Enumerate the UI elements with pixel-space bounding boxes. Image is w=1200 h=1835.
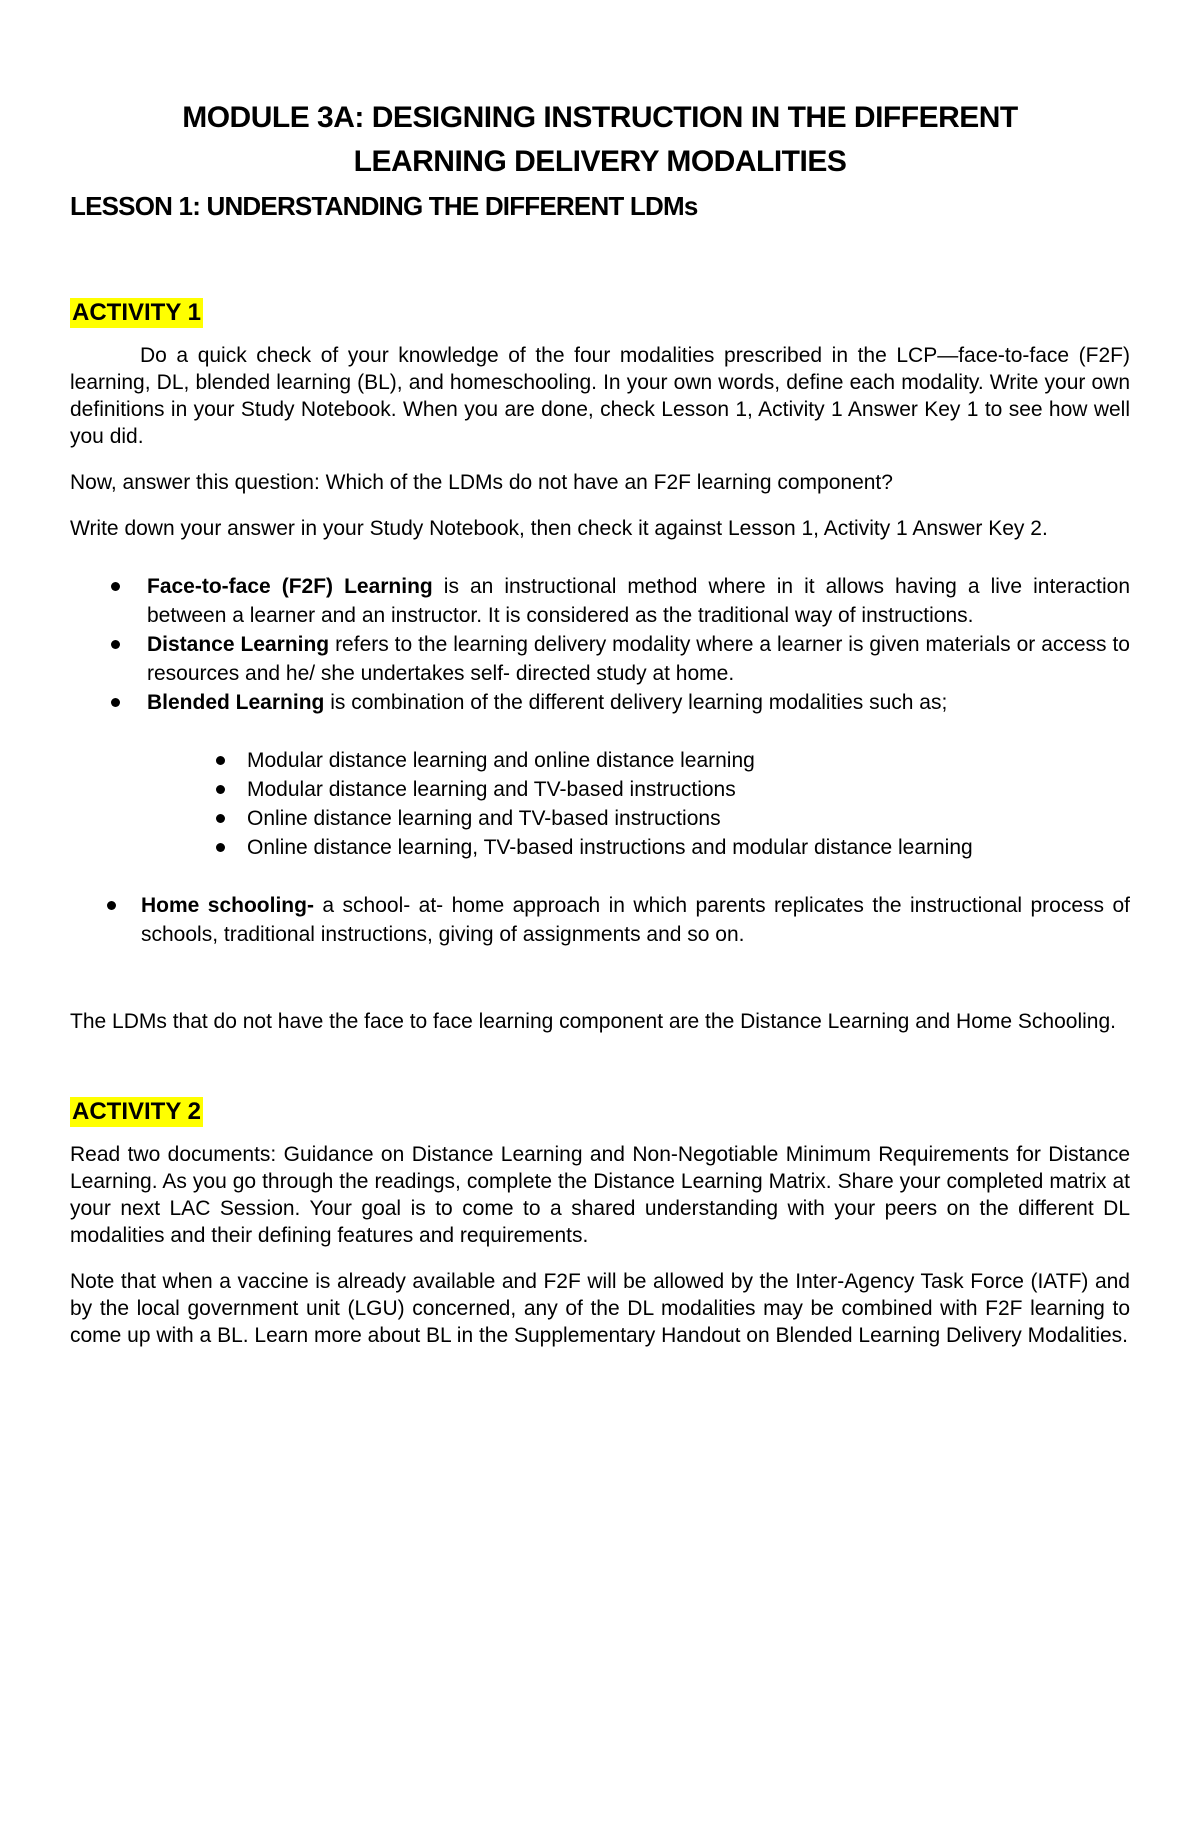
sublist-item-text: Modular distance learning and TV-based instructions <box>247 778 736 801</box>
sublist-item <box>70 775 1130 804</box>
list-item <box>70 630 1130 688</box>
sublist-item-text: Online distance learning and TV-based instructions <box>247 807 721 830</box>
list-item-term: Distance Learning <box>147 633 330 656</box>
list-item <box>70 891 1130 949</box>
list-item-term: Blended Learning <box>147 691 325 714</box>
activity2-heading: ACTIVITY 2 <box>72 1098 201 1125</box>
bullet-icon <box>107 901 116 910</box>
sublist-item <box>70 746 1130 775</box>
activity1-heading: ACTIVITY 1 <box>72 299 201 326</box>
activity1-instruction: Write down your answer in your Study Notebook, then check it against Lesson 1, Activity 1 Answer Key 2. <box>70 517 1048 540</box>
sublist-item-text: Online distance learning, TV-based instructions and modular distance learning <box>247 836 973 859</box>
sublist-item <box>70 804 1130 833</box>
modality-list <box>70 572 1130 717</box>
homeschool-list <box>70 891 1130 949</box>
activity2-paragraph1: Read two documents: Guidance on Distance Learning and Non-Negotiable Minimum Requirements for Distance Learning. As you go through the readings, complete the Distance Learning Matrix. Share your completed matrix at your next LAC Session. Your goal is to come to a shared understanding with your peers on the different DL modalities and their defining features and requirements. <box>70 1143 1130 1247</box>
module-title <box>70 0 1130 184</box>
list-item-text: refers to the learning delivery modality where a learner is given materials or access to resources and he/ she undertakes self- directed study at home. <box>147 633 1130 685</box>
sublist-item <box>70 833 1130 862</box>
list-item-text: a school- at- home approach in which parents replicates the instructional process of schools, traditional instructions, giving of assignments and so on. <box>141 894 1130 946</box>
list-item <box>70 572 1130 630</box>
blended-sublist <box>70 746 1130 862</box>
module-title-line2: LEARNING DELIVERY MODALITIES <box>353 145 847 178</box>
list-item-text: is an instructional method where in it allows having a live interaction between a learner and an instructor. It is considered as the traditional way of instructions. <box>147 575 1130 627</box>
activity2-paragraph2: Note that when a vaccine is already available and F2F will be allowed by the Inter-Agency Task Force (IATF) and by the local government unit (LGU) concerned, any of the DL modalities may be combined with F2F learning to come up with a BL. Learn more about BL in the Supplementary Handout on Blended Learning Delivery Modalities. <box>70 1270 1130 1347</box>
list-item <box>70 688 1130 717</box>
bullet-icon <box>111 698 120 707</box>
lesson-title: LESSON 1: UNDERSTANDING THE DIFFERENT LDMs <box>70 191 698 221</box>
list-item-term: Face-to-face (F2F) Learning <box>147 575 433 598</box>
activity1-question: Now, answer this question: Which of the LDMs do not have an F2F learning component? <box>70 471 893 494</box>
bullet-icon <box>216 785 225 794</box>
activity1-intro: Do a quick check of your knowledge of the four modalities prescribed in the LCP—face-to-face (F2F) learning, DL, blended learning (BL), and homeschooling. In your own words, define each modality. Write your own definitions in your Study Notebook. When you are done, check Lesson 1, Activity 1 Answer Key 1 to see how well you did. <box>70 344 1130 448</box>
sublist-item-text: Modular distance learning and online distance learning <box>247 749 755 772</box>
bullet-icon <box>111 582 120 591</box>
bullet-icon <box>111 640 120 649</box>
bullet-icon <box>216 814 225 823</box>
module-title-line1: MODULE 3A: DESIGNING INSTRUCTION IN THE DIFFERENT <box>182 101 1018 134</box>
bullet-icon <box>216 756 225 765</box>
bullet-icon <box>216 843 225 852</box>
list-item-term: Home schooling- <box>141 894 314 917</box>
activity1-answer: The LDMs that do not have the face to face learning component are the Distance Learning and Home Schooling. <box>70 1010 1116 1033</box>
list-item-text: is combination of the different delivery learning modalities such as; <box>324 691 948 714</box>
